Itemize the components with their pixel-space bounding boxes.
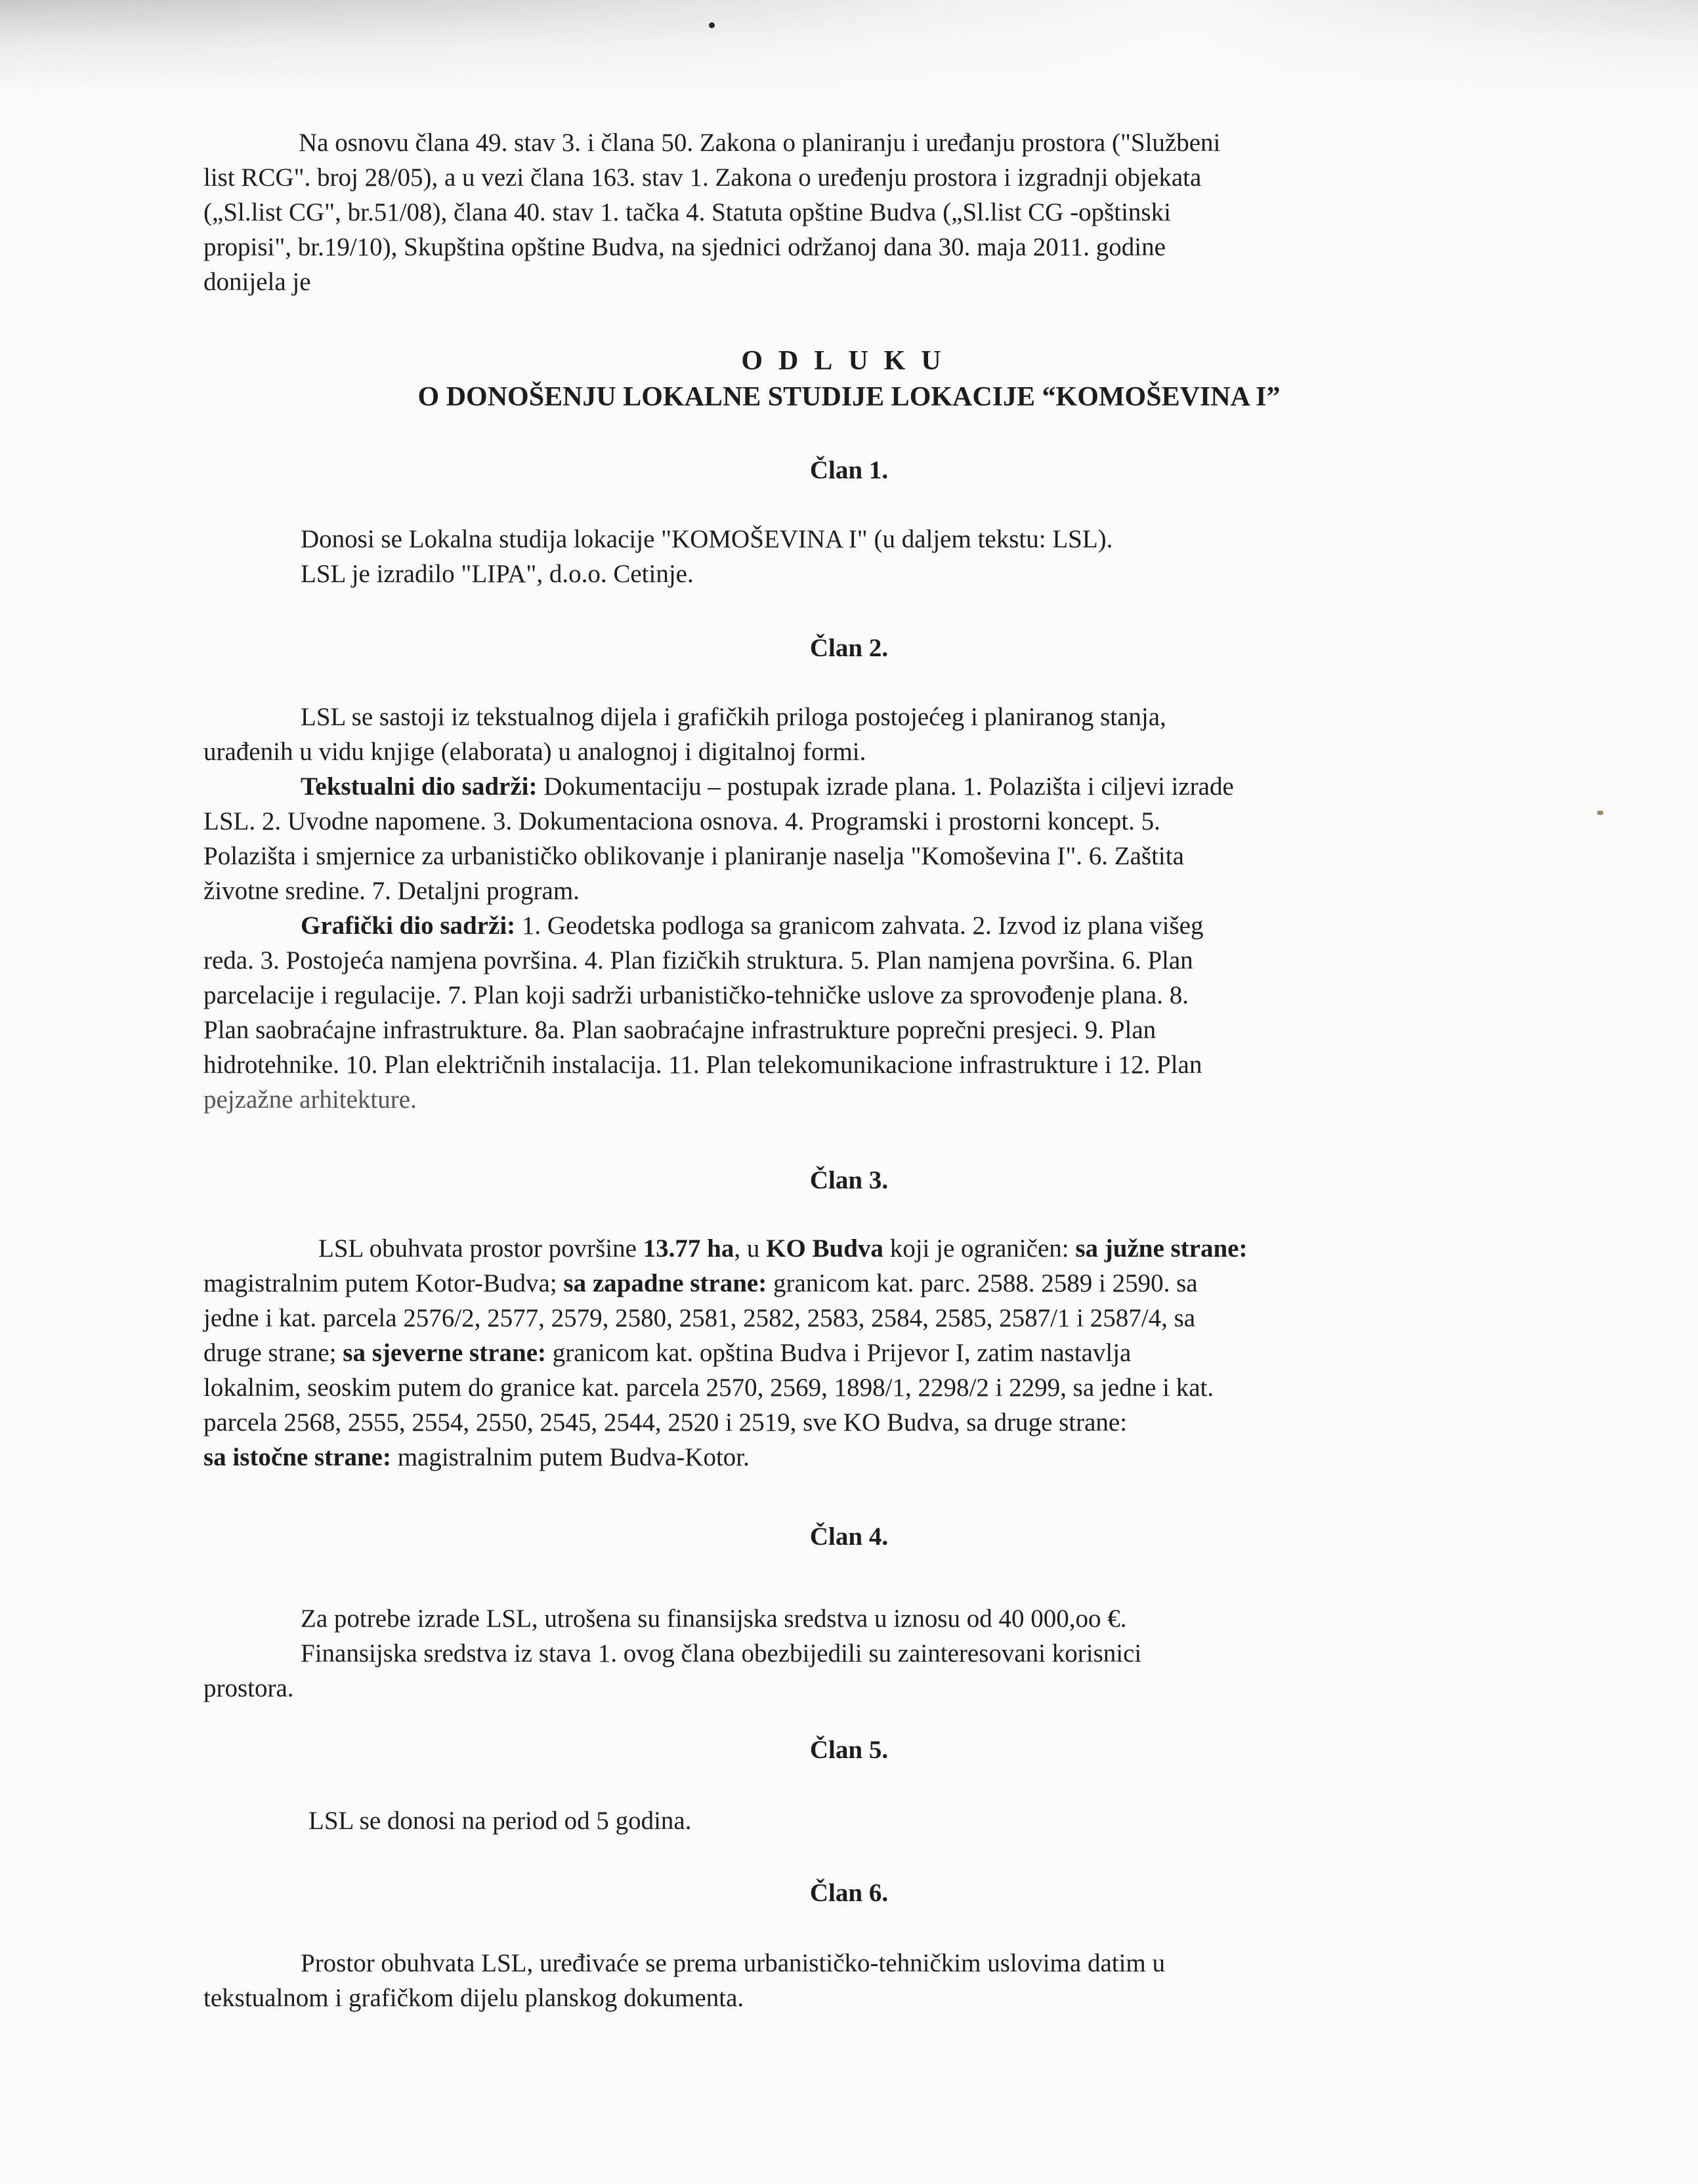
preamble-line: donijela je [203,268,311,296]
text-run: magistralnim putem Kotor-Budva; [203,1269,564,1297]
article-3-line [318,1232,1247,1265]
article-heading-3: Član 3. [809,1166,889,1194]
article-4-line: Za potrebe izrade LSL, utrošena su finansijska sredstva u iznosu od 40 000,oo €. [301,1605,1127,1633]
article-5-line: LSL se donosi na period od 5 godina. [308,1807,692,1835]
document-title: ODLUKU [741,346,957,376]
article-3-line: jedne i kat. parcela 2576/2, 2577, 2579, 2580, 2581, 2582, 2583, 2584, 2585, 2587/1 i 2587/4, sa [203,1304,1196,1332]
preamble-line: propisi", br.19/10), Skupština opštine Budva, na sjednici održanoj dana 30. maja 2011. godine [203,233,1166,261]
article-3-line [203,1267,1198,1300]
boundary-label-south: sa južne strane: [1075,1234,1248,1263]
scan-speck [709,22,715,28]
preamble-line: list RCG". broj 28/05), a u vezi člana 163. stav 1. Zakona o uređenju prostora i izgradnji objekata [203,163,1202,192]
graphic-part-label: Grafički dio sadrži: [301,912,516,940]
article-heading-2: Član 2. [809,634,889,662]
article-2-text-part [301,770,1234,803]
scan-speck [1597,810,1603,815]
preamble-line: („Sl.list CG", br.51/08), člana 40. stav 1. tačka 4. Statuta opštine Budva („Sl.list CG -opštinski [203,198,1171,226]
article-2-line: LSL se sastoji iz tekstualnog dijela i grafičkih priloga postojećeg i planiranog stanja, [301,703,1166,731]
text-run: granicom kat. opština Budva i Prijevor I, zatim nastavlja [546,1339,1132,1367]
boundary-label-north: sa sjeverne strane: [343,1339,546,1367]
article-heading-6: Član 6. [809,1879,889,1907]
article-heading-5: Član 5. [809,1736,889,1764]
article-2-line: parcelacije i regulacije. 7. Plan koji sadrži urbanističko-tehničke uslove za sprovođenje plana. 8. [203,981,1189,1009]
article-3-line: parcela 2568, 2555, 2554, 2550, 2545, 2544, 2520 i 2519, sve KO Budva, sa druge strane: [203,1408,1128,1437]
article-2-line: Polazišta i smjernice za urbanističko oblikovanje i planiranje naselja "Komoševina I". 6. Zaštita [203,842,1184,870]
text-run: granicom kat. parc. 2588. 2589 i 2590. sa [767,1269,1198,1297]
article-heading-1: Član 1. [809,456,889,484]
text-run: magistralnim putem Budva-Kotor. [391,1443,750,1471]
text-run: druge strane; [203,1339,343,1367]
text-part-label: Tekstualni dio sadrži: [301,772,538,801]
article-1-line: Donosi se Lokalna studija lokacije "KOMOŠEVINA I" (u daljem tekstu: LSL). [301,525,1113,553]
area-value: 13.77 ha [643,1234,734,1263]
article-3-line [203,1337,1131,1370]
article-heading-4: Član 4. [809,1522,889,1551]
text-run: LSL obuhvata prostor površine [318,1234,643,1263]
article-1-line: LSL je izradilo "LIPA", d.o.o. Cetinje. [301,560,694,588]
article-2-line: urađenih u vidu knjige (elaborata) u analognoj i digitalnoj formi. [203,738,866,766]
article-2-line: pejzažne arhitekture. [203,1085,417,1114]
article-2-graphic-part [301,910,1203,942]
article-2-line: LSL. 2. Uvodne napomene. 3. Dokumentaciona osnova. 4. Programski i prostorni koncept. 5. [203,807,1160,835]
article-2-line: Plan saobraćajne infrastrukture. 8a. Plan saobraćajne infrastrukture poprečni presjeci. 9. Plan [203,1016,1157,1044]
text-run: , u [734,1234,767,1263]
graphic-part-content: 1. Geodetska podloga sa granicom zahvata. 2. Izvod iz plana višeg [515,912,1204,940]
text-run: koji je ograničen: [883,1234,1076,1263]
text-part-content: Dokumentaciju – postupak izrade plana. 1. Polazišta i ciljevi izrade [537,772,1234,801]
boundary-label-east: sa istočne strane: [203,1443,391,1471]
preamble-line: Na osnovu člana 49. stav 3. i člana 50. Zakona o planiranju i uređanju prostora ("Službeni [299,129,1221,157]
scan-smudge [0,0,1698,98]
article-2-line: reda. 3. Postojeća namjena površina. 4. Plan fizičkih struktura. 5. Plan namjena površina. 6. Plan [203,946,1193,975]
article-3-line [203,1441,750,1474]
article-3-line: lokalnim, seoskim putem do granice kat. parcela 2570, 2569, 1898/1, 2298/2 i 2299, sa jedne i kat. [203,1374,1214,1402]
boundary-label-west: sa zapadne strane: [563,1269,767,1297]
document-subtitle: O DONOŠENJU LOKALNE STUDIJE LOKACIJE “KOMOŠEVINA I” [417,382,1281,412]
article-6-line: tekstualnom i grafičkom dijelu planskog dokumenta. [203,1984,744,2012]
cadastral-municipality: KO Budva [766,1234,883,1263]
article-2-line: životne sredine. 7. Detaljni program. [203,877,580,905]
article-6-line: Prostor obuhvata LSL, uređivaće se prema urbanističko-tehničkim uslovima datim u [301,1949,1166,1977]
article-2-line: hidrotehnike. 10. Plan električnih instalacija. 11. Plan telekomunikacione infrastrukture i 12. Plan [203,1051,1202,1079]
article-4-line: prostora. [203,1674,294,1702]
article-4-line: Finansijska sredstva iz stava 1. ovog člana obezbijedili su zainteresovani korisnici [301,1639,1142,1668]
